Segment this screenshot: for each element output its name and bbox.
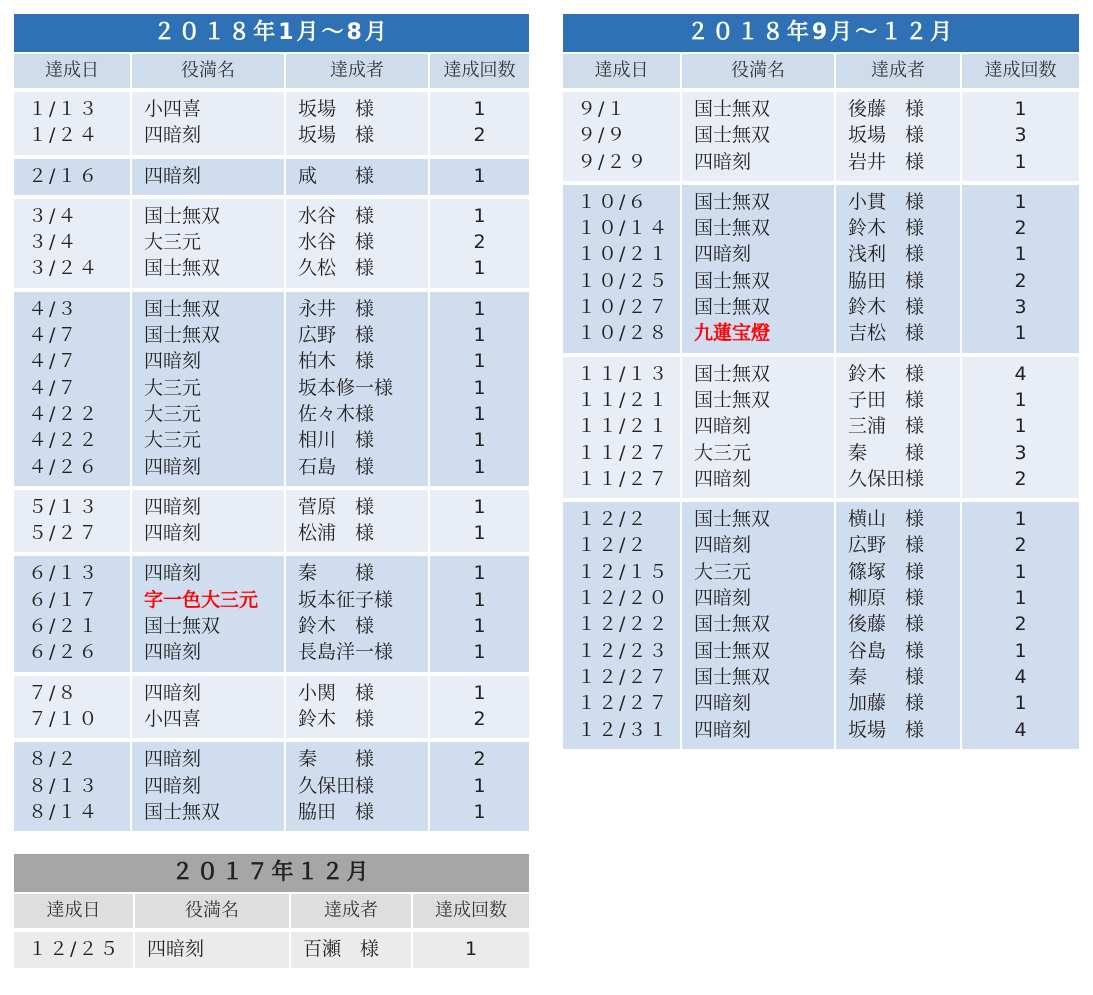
yaku-cell [131, 290, 285, 488]
count-text: 1 [473, 324, 486, 347]
date-text: ５/２７ [28, 522, 100, 545]
count-text: 1 [473, 588, 486, 611]
header-yaku: 役満名 [131, 53, 285, 90]
yakuman-table-2017-dec [14, 854, 529, 968]
player-cell [285, 157, 429, 197]
player-text: 柳原 様 [848, 587, 925, 610]
yaku-text: 国士無双 [144, 615, 221, 638]
date-text: １２/１５ [577, 560, 670, 583]
record-group [14, 290, 529, 488]
yaku-text: 四暗刻 [147, 938, 205, 960]
player-cell [285, 488, 429, 555]
yaku-cell [131, 554, 285, 673]
count-text: 1 [1014, 322, 1027, 345]
yaku-text: 四暗刻 [694, 415, 752, 438]
header-count: 達成回数 [412, 893, 529, 930]
count-text: 1 [473, 641, 486, 664]
count-text: 1 [1014, 190, 1027, 213]
date-text: ６/１３ [28, 562, 100, 585]
date-text: １２/２５ [28, 938, 121, 960]
count-text: 1 [473, 429, 486, 452]
date-text: ２/１６ [28, 164, 100, 187]
player-text: 永井 様 [298, 297, 375, 320]
date-text: １２/２ [577, 508, 649, 531]
yaku-cell [681, 90, 835, 183]
player-text: 坂場 様 [298, 124, 375, 147]
date-text: ４/７ [28, 376, 79, 399]
count-text: 2 [1014, 217, 1027, 240]
count-text: 1 [1014, 560, 1027, 583]
count-text: 3 [1014, 441, 1027, 464]
date-text: １/２４ [28, 124, 100, 147]
table-title: ２０１８年9月～１２月 [563, 14, 1079, 53]
yaku-cell [681, 355, 835, 500]
date-text: １２/３１ [577, 718, 670, 741]
count-text: 1 [473, 562, 486, 585]
date-text: １０/２１ [577, 243, 670, 266]
header-count: 達成回数 [961, 53, 1079, 90]
date-cell [563, 90, 681, 183]
yaku-text: 国士無双 [694, 98, 771, 120]
count-text: 1 [473, 350, 486, 373]
yaku-text: 国士無双 [694, 388, 771, 411]
date-cell [14, 197, 131, 290]
yaku-text: 国士無双 [144, 257, 221, 280]
player-text: 水谷 様 [298, 231, 375, 254]
yaku-text: 大三元 [144, 429, 202, 452]
yaku-text: 四暗刻 [144, 124, 202, 147]
player-cell [835, 355, 961, 500]
count-cell [429, 197, 529, 290]
player-text: 脇田 様 [848, 269, 925, 292]
header-yaku: 役満名 [681, 53, 835, 90]
yaku-text: 国士無双 [144, 800, 221, 823]
yaku-cell [134, 930, 290, 968]
header-date: 達成日 [14, 893, 134, 930]
player-text: 菅原 様 [298, 495, 375, 518]
player-text: 坂場 様 [298, 98, 375, 120]
count-text: 2 [473, 124, 486, 147]
date-text: １０/１４ [577, 217, 670, 240]
player-text: 吉松 様 [848, 322, 925, 345]
yaku-text: 四暗刻 [144, 562, 202, 585]
yaku-text: 四暗刻 [694, 534, 752, 557]
count-cell [429, 674, 529, 741]
player-text: 子田 様 [848, 388, 925, 411]
yaku-text: 国士無双 [694, 665, 771, 688]
player-text: 浅利 様 [848, 243, 925, 266]
yaku-text: 国士無双 [694, 124, 771, 147]
player-text: 鈴木 様 [848, 362, 925, 385]
yaku-text: 国士無双 [694, 508, 771, 531]
player-text: 脇田 様 [298, 800, 375, 823]
date-cell [14, 674, 131, 741]
player-text: 鈴木 様 [848, 217, 925, 240]
count-text: 2 [473, 707, 486, 730]
yaku-text: 小四喜 [144, 98, 202, 120]
yaku-text: 四暗刻 [694, 467, 752, 490]
count-text: 2 [473, 748, 486, 771]
yaku-text: 四暗刻 [694, 243, 752, 266]
record-group [14, 157, 529, 197]
count-text: 2 [1014, 534, 1027, 557]
date-text: １０/２８ [577, 322, 670, 345]
date-text: ９/１ [577, 98, 628, 120]
player-text: 秦 様 [298, 562, 375, 585]
player-cell [285, 554, 429, 673]
player-text: 篠塚 様 [848, 560, 925, 583]
header-player: 達成者 [285, 53, 429, 90]
count-cell [961, 500, 1079, 749]
date-text: １０/２５ [577, 269, 670, 292]
count-text: 1 [464, 938, 478, 960]
player-text: 小貫 様 [848, 190, 925, 213]
player-text: 相川 様 [298, 429, 375, 452]
date-text: ９/２９ [577, 150, 649, 173]
yaku-text: 四暗刻 [144, 522, 202, 545]
yaku-text: 四暗刻 [694, 150, 752, 173]
count-text: 1 [473, 376, 486, 399]
yaku-cell [681, 183, 835, 355]
yaku-text: 四暗刻 [144, 495, 202, 518]
yaku-text: 字一色大三元 [144, 588, 259, 611]
yakuman-table-2018-jan-aug [14, 14, 529, 831]
date-text: １０/６ [577, 190, 649, 213]
count-text: 1 [473, 402, 486, 425]
date-cell [14, 290, 131, 488]
count-text: 1 [473, 681, 486, 704]
header-date: 達成日 [563, 53, 681, 90]
player-text: 加藤 様 [848, 692, 925, 715]
player-text: 鈴木 様 [298, 707, 375, 730]
count-cell [429, 740, 529, 831]
count-text: 1 [473, 297, 486, 320]
yaku-text: 九蓮宝燈 [694, 322, 771, 345]
yaku-cell [131, 740, 285, 831]
yaku-text: 四暗刻 [144, 774, 202, 797]
count-text: 1 [473, 98, 486, 120]
date-text: １１/２１ [577, 388, 670, 411]
count-text: 1 [473, 204, 486, 227]
yaku-cell [131, 90, 285, 157]
player-text: 長島洋一様 [298, 641, 394, 664]
record-group [563, 90, 1079, 183]
count-text: 1 [1014, 150, 1027, 173]
yaku-text: 大三元 [144, 231, 202, 254]
player-text: 坂本征子様 [298, 588, 394, 611]
date-cell [14, 157, 131, 197]
player-text: 坂本修一様 [298, 376, 394, 399]
yaku-text: 小四喜 [144, 707, 202, 730]
record-group [14, 740, 529, 831]
count-cell [961, 90, 1079, 183]
player-text: 秦 様 [848, 441, 925, 464]
yaku-text: 国士無双 [694, 639, 771, 662]
count-text: 1 [1014, 415, 1027, 438]
player-text: 後藤 様 [848, 98, 925, 120]
header-count: 達成回数 [429, 53, 529, 90]
yaku-text: 四暗刻 [144, 748, 202, 771]
count-text: 1 [473, 495, 486, 518]
count-text: 2 [473, 231, 486, 254]
yaku-text: 国士無双 [144, 324, 221, 347]
record-group [563, 183, 1079, 355]
yaku-text: 国士無双 [694, 190, 771, 213]
header-yaku: 役満名 [134, 893, 290, 930]
yaku-text: 四暗刻 [694, 718, 752, 741]
player-cell [285, 197, 429, 290]
count-text: 1 [1014, 388, 1027, 411]
date-text: １１/２７ [577, 441, 670, 464]
player-text: 谷島 様 [848, 639, 925, 662]
date-text: ８/２ [28, 748, 79, 771]
player-text: 久保田様 [848, 467, 925, 490]
player-text: 佐々木様 [298, 402, 375, 425]
date-cell [563, 183, 681, 355]
count-text: 1 [473, 615, 486, 638]
yaku-text: 四暗刻 [144, 641, 202, 664]
yaku-cell [681, 500, 835, 749]
date-text: ４/２６ [28, 455, 100, 478]
count-text: 1 [1014, 639, 1027, 662]
yaku-text: 四暗刻 [144, 455, 202, 478]
yaku-text: 国士無双 [694, 217, 771, 240]
player-text: 広野 様 [848, 534, 925, 557]
player-cell [835, 90, 961, 183]
player-cell [835, 183, 961, 355]
player-cell [835, 500, 961, 749]
date-text: ７/１０ [28, 707, 100, 730]
yaku-text: 国士無双 [694, 613, 771, 636]
count-text: 1 [1014, 508, 1027, 531]
date-text: １１/１３ [577, 362, 670, 385]
date-cell [14, 930, 134, 968]
date-text: ５/１３ [28, 495, 100, 518]
player-text: 鈴木 様 [848, 296, 925, 319]
date-text: ４/２２ [28, 429, 100, 452]
date-text: ４/７ [28, 350, 79, 373]
player-text: 後藤 様 [848, 613, 925, 636]
player-text: 秦 様 [848, 665, 925, 688]
count-text: 3 [1014, 124, 1027, 147]
player-text: 坂場 様 [848, 124, 925, 147]
yaku-cell [131, 674, 285, 741]
yaku-text: 大三元 [144, 402, 202, 425]
player-text: 久松 様 [298, 257, 375, 280]
count-text: 1 [473, 257, 486, 280]
count-text: 1 [473, 164, 486, 187]
date-cell [14, 740, 131, 831]
player-cell [290, 930, 412, 968]
record-group [14, 488, 529, 555]
yaku-text: 大三元 [694, 441, 752, 464]
yaku-text: 国士無双 [694, 269, 771, 292]
count-text: 2 [1014, 613, 1027, 636]
player-text: 百瀬 様 [303, 938, 380, 960]
date-text: ４/２２ [28, 402, 100, 425]
record-group [14, 674, 529, 741]
date-cell [14, 90, 131, 157]
date-text: １２/２２ [577, 613, 670, 636]
date-text: ６/１７ [28, 588, 100, 611]
header-player: 達成者 [835, 53, 961, 90]
date-text: １/１３ [28, 98, 100, 120]
date-text: １２/２３ [577, 639, 670, 662]
date-text: ９/９ [577, 124, 628, 147]
yaku-text: 国士無双 [694, 296, 771, 319]
record-group [14, 90, 529, 157]
yaku-text: 四暗刻 [144, 681, 202, 704]
record-group [14, 554, 529, 673]
player-text: 水谷 様 [298, 204, 375, 227]
count-text: 2 [1014, 269, 1027, 292]
date-cell [563, 500, 681, 749]
date-text: １２/２０ [577, 587, 670, 610]
count-cell [429, 90, 529, 157]
date-cell [14, 554, 131, 673]
date-text: ８/１４ [28, 800, 100, 823]
player-text: 咸 様 [298, 164, 375, 187]
table-title: ２０１８年1月～8月 [14, 14, 529, 53]
count-cell [429, 157, 529, 197]
date-text: ６/２６ [28, 641, 100, 664]
player-text: 三浦 様 [848, 415, 925, 438]
header-player: 達成者 [290, 893, 412, 930]
count-text: 1 [1014, 587, 1027, 610]
count-text: 1 [473, 455, 486, 478]
player-cell [285, 290, 429, 488]
player-cell [285, 740, 429, 831]
yaku-text: 大三元 [144, 376, 202, 399]
record-group [563, 500, 1079, 749]
yakuman-table-2018-sep-dec [563, 14, 1079, 749]
count-text: 1 [1014, 243, 1027, 266]
date-text: １１/２７ [577, 467, 670, 490]
yaku-text: 国士無双 [144, 204, 221, 227]
count-text: 1 [473, 800, 486, 823]
table-title: ２０１７年１２月 [14, 854, 529, 893]
count-text: 4 [1014, 665, 1027, 688]
player-text: 岩井 様 [848, 150, 925, 173]
date-cell [14, 488, 131, 555]
count-cell [429, 488, 529, 555]
yaku-text: 国士無双 [694, 362, 771, 385]
player-text: 広野 様 [298, 324, 375, 347]
player-text: 小関 様 [298, 681, 375, 704]
date-text: ４/７ [28, 324, 79, 347]
date-text: ８/１３ [28, 774, 100, 797]
player-text: 横山 様 [848, 508, 925, 531]
date-text: ３/４ [28, 204, 79, 227]
date-text: ６/２１ [28, 615, 100, 638]
count-text: 3 [1014, 296, 1027, 319]
record-group [14, 197, 529, 290]
date-text: １２/２７ [577, 692, 670, 715]
date-text: １２/２ [577, 534, 649, 557]
record-group [563, 355, 1079, 500]
count-cell [412, 930, 529, 968]
count-text: 1 [473, 522, 486, 545]
count-text: 4 [1014, 718, 1027, 741]
count-text: 1 [1014, 692, 1027, 715]
header-date: 達成日 [14, 53, 131, 90]
player-text: 秦 様 [298, 748, 375, 771]
yaku-text: 四暗刻 [694, 692, 752, 715]
yaku-text: 四暗刻 [694, 587, 752, 610]
player-text: 柏木 様 [298, 350, 375, 373]
record-group [14, 930, 529, 968]
count-text: 2 [1014, 467, 1027, 490]
yaku-cell [131, 197, 285, 290]
yaku-cell [131, 488, 285, 555]
count-text: 1 [1014, 98, 1027, 120]
yaku-text: 大三元 [694, 560, 752, 583]
player-text: 坂場 様 [848, 718, 925, 741]
date-text: ３/２４ [28, 257, 100, 280]
yaku-cell [131, 157, 285, 197]
date-cell [563, 355, 681, 500]
count-cell [429, 290, 529, 488]
player-cell [285, 90, 429, 157]
date-text: ４/３ [28, 297, 79, 320]
date-text: ３/４ [28, 231, 79, 254]
count-text: 4 [1014, 362, 1027, 385]
player-cell [285, 674, 429, 741]
count-cell [961, 183, 1079, 355]
date-text: １１/２１ [577, 415, 670, 438]
count-cell [429, 554, 529, 673]
player-text: 石島 様 [298, 455, 375, 478]
yaku-text: 国士無双 [144, 297, 221, 320]
player-text: 松浦 様 [298, 522, 375, 545]
yaku-text: 四暗刻 [144, 164, 202, 187]
count-cell [961, 355, 1079, 500]
date-text: １２/２７ [577, 665, 670, 688]
date-text: １０/２７ [577, 296, 670, 319]
yaku-text: 四暗刻 [144, 350, 202, 373]
count-text: 1 [473, 774, 486, 797]
player-text: 久保田様 [298, 774, 375, 797]
player-text: 鈴木 様 [298, 615, 375, 638]
date-text: ７/８ [28, 681, 79, 704]
